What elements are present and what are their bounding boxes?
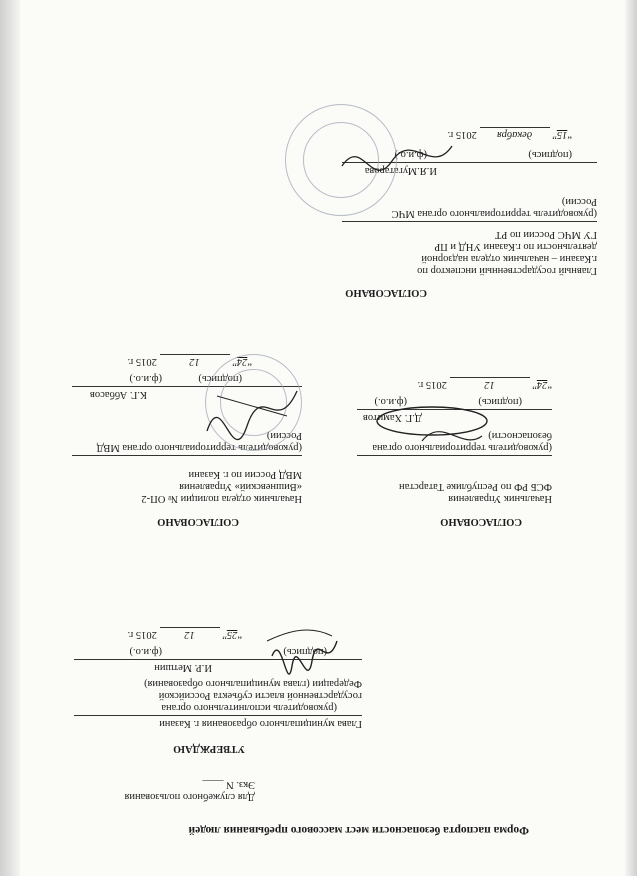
mvd-org-3: МВД России по г. Казани bbox=[188, 469, 302, 480]
approve-day: 25 bbox=[226, 629, 238, 640]
mvd-signature bbox=[197, 376, 307, 446]
mvd-header: СОГЛАСОВАНО bbox=[157, 516, 239, 527]
fsb-month: 12 bbox=[450, 377, 530, 390]
mvd-org-line bbox=[72, 455, 302, 456]
approve-sig-caption: (подпись) bbox=[283, 646, 327, 657]
approve-header: УТВЕРЖДАЮ bbox=[173, 743, 245, 754]
mvd-org-1: Начальник отдела полиции № ОП-2 bbox=[141, 493, 302, 504]
mchs-org-4: ГУ МЧС России по РТ bbox=[494, 229, 597, 240]
mvd-desc-1: (руководитель территориального органа МВД bbox=[96, 442, 302, 453]
mvd-fio-caption: (ф.и.о.) bbox=[129, 373, 162, 384]
mchs-org-line bbox=[342, 221, 597, 222]
mchs-org-2: г.Казани – начальник отдела надзорной bbox=[421, 253, 597, 264]
fsb-desc-2: безопасности) bbox=[488, 430, 552, 441]
fsb-date: “24” 12 2015 г. bbox=[417, 379, 552, 390]
fsb-sig-caption: (подпись) bbox=[478, 396, 522, 407]
mvd-day: 24 bbox=[236, 356, 248, 367]
mchs-month: декабря bbox=[480, 127, 550, 140]
mvd-month: 12 bbox=[160, 354, 230, 367]
classification-line-2: Экз. N ____ bbox=[202, 779, 255, 790]
fsb-year: 2015 г. bbox=[417, 379, 447, 390]
fsb-day: 24 bbox=[536, 379, 548, 390]
approve-date: “25” 12 2015 г. bbox=[127, 629, 242, 640]
mvd-date: “24” 12 2015 г. bbox=[127, 356, 252, 367]
fsb-header: СОГЛАСОВАНО bbox=[440, 516, 522, 527]
classification-line-1: Для служебного пользования bbox=[124, 791, 255, 802]
approve-name: И.Р. Метшин bbox=[154, 662, 212, 673]
mchs-header: СОГЛАСОВАНО bbox=[345, 287, 427, 298]
mvd-sig-caption: (подпись) bbox=[198, 373, 242, 384]
mchs-date: “15” декабря 2015 г. bbox=[447, 129, 572, 140]
mchs-fio-caption: (ф.и.о.) bbox=[394, 149, 427, 160]
approve-org-line bbox=[74, 715, 362, 716]
mvd-desc-2: России) bbox=[266, 430, 302, 441]
fsb-org-1: Начальник Управления bbox=[448, 493, 552, 504]
approve-fio-caption: (ф.и.о.) bbox=[129, 646, 162, 657]
mchs-year: 2015 г. bbox=[447, 129, 477, 140]
scan-left-shadow bbox=[0, 0, 20, 876]
approve-signature bbox=[262, 621, 342, 681]
fsb-signature bbox=[372, 396, 502, 456]
mchs-name: И.Я.Мугатарова bbox=[364, 165, 437, 176]
mchs-org-1: Главный государственный инспектор по bbox=[417, 265, 597, 276]
fsb-fio-caption: (ф.и.о.) bbox=[374, 396, 407, 407]
mchs-desc-2: России) bbox=[561, 196, 597, 207]
scan-right-edge bbox=[625, 0, 637, 876]
mvd-name: К.Г. Аббасов bbox=[89, 389, 147, 400]
approve-org: Глава муниципального образования г. Казани bbox=[159, 718, 362, 729]
mchs-desc-1: (руководитель территориального органа МЧС bbox=[391, 208, 597, 219]
approve-desc-3: Федерации (глава муниципального образования) bbox=[144, 678, 362, 689]
approve-desc-2: государственной власти субъекта Российской bbox=[158, 690, 362, 701]
mchs-day: 15 bbox=[556, 129, 568, 140]
mchs-sig-caption: (подпись) bbox=[528, 149, 572, 160]
approve-desc-1: (руководитель исполнительного органа bbox=[161, 702, 337, 713]
fsb-name: Д.Г. Хамитов bbox=[362, 412, 422, 423]
mchs-org-3: деятельности по г.Казани УНД и ПР bbox=[434, 241, 597, 252]
mchs-signature bbox=[332, 126, 462, 186]
fsb-org-2: ФСБ РФ по Республике Татарстан bbox=[399, 481, 552, 492]
document-title: Форма паспорта безопасности мест массового пребывания людей bbox=[188, 824, 529, 836]
approve-month: 12 bbox=[160, 627, 220, 640]
fsb-desc-1: (руководитель территориального органа bbox=[372, 442, 552, 453]
mvd-year: 2015 г. bbox=[127, 356, 157, 367]
approve-year: 2015 г. bbox=[127, 629, 157, 640]
mvd-org-2: «Вишневский» Управления bbox=[179, 481, 302, 492]
